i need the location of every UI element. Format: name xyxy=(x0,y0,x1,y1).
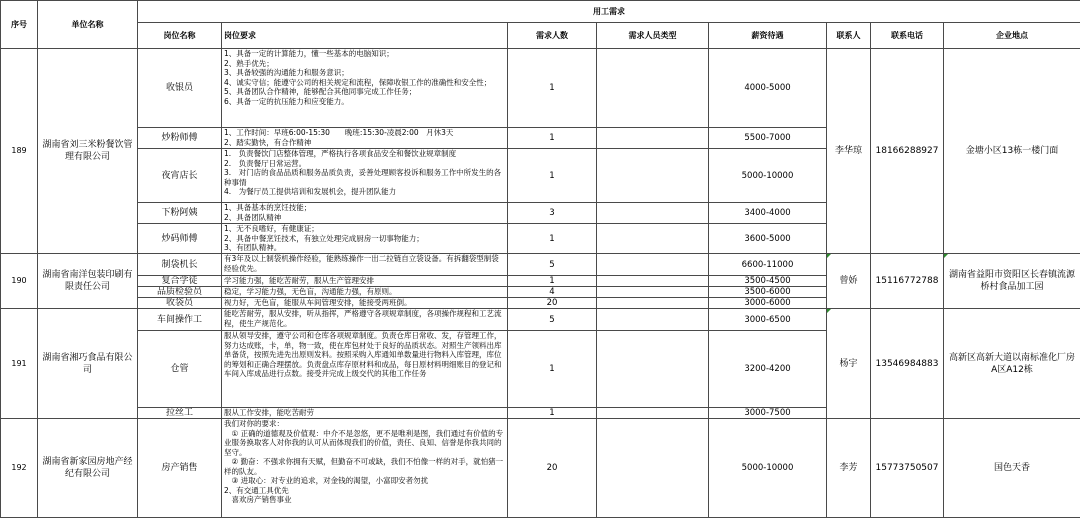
requirement-cell: 1. 负责餐饮门店整体管理，严格执行各项食品安全和餐饮业规章制度 2. 负责餐厅日常运营。 3. 对门店的食品品质和服务品质负责，妥善处理顾客投诉和服务工作中所发生的各种事情 4. 为餐厅员工提供培训和发展机会，提升团队能力 xyxy=(222,149,508,203)
count-cell: 1 xyxy=(508,149,597,203)
position-cell: 房产销售 xyxy=(138,419,222,518)
contact-cell: 曾娇 xyxy=(827,254,871,309)
header-address: 企业地点 xyxy=(944,23,1080,49)
salary-cell: 5000-10000 xyxy=(709,419,827,518)
type-cell xyxy=(597,203,709,224)
position-cell: 仓管 xyxy=(138,331,222,408)
type-cell xyxy=(597,331,709,408)
requirement-cell: 服从领导安排，遵守公司和仓库各项规章制度。负责仓库日常收、发，存管理工作，努力达成账，卡，单，物一致，使在库包材处于良好的品质状态。对照生产领料出库单备货，按照先进先出原则发料。按照采购入库通知单数量进行物料入库管理，库位的筹划和正确合理摆放。负责盘点库存原材料和成品，每日原材料明细账目的登记和车间入库成品进行点数。接受并完成上级交代的其他工作任务 xyxy=(222,331,508,408)
count-cell: 1 xyxy=(508,331,597,408)
seq-cell: 189 xyxy=(1,49,38,254)
salary-cell: 3600-5000 xyxy=(709,224,827,254)
phone-cell: 15116772788 xyxy=(871,254,944,309)
requirement-cell: 有3年及以上制袋机操作经验，能熟练操作一出二拉链自立袋设备。有拆翻袋型制袋经验优先。 xyxy=(222,254,508,276)
position-cell: 复合学徒 xyxy=(138,276,222,287)
type-cell xyxy=(597,128,709,149)
salary-cell: 3000-6000 xyxy=(709,298,827,309)
position-cell: 制袋机长 xyxy=(138,254,222,276)
requirement-cell: 学习能力强，能吃苦耐劳，服从生产管理安排 xyxy=(222,276,508,287)
count-cell: 4 xyxy=(508,287,597,298)
position-cell: 拉丝工 xyxy=(138,408,222,419)
address-cell: 国色天香 xyxy=(944,419,1080,518)
type-cell xyxy=(597,276,709,287)
count-cell: 1 xyxy=(508,276,597,287)
company-name: 湖南省新家园房地产经纪有限公司 xyxy=(38,419,138,518)
requirement-cell: 1、无不良嗜好，有健康证； 2、具备中餐烹饪技术，有独立处理完成厨房一切事物能力； 3、有团队精神。 xyxy=(222,224,508,254)
header-salary: 薪资待遇 xyxy=(709,23,827,49)
count-cell: 20 xyxy=(508,419,597,518)
company-name: 湖南省南洋包装印刷有限责任公司 xyxy=(38,254,138,309)
contact-cell: 李华琼 xyxy=(827,49,871,254)
table-row xyxy=(1,419,1080,518)
salary-cell: 3200-4200 xyxy=(709,331,827,408)
type-cell xyxy=(597,419,709,518)
salary-cell: 5500-7000 xyxy=(709,128,827,149)
requirement-cell: 视力好，无色盲，能服从车间管理安排，能接受两班倒。 xyxy=(222,298,508,309)
requirement-cell: 能吃苦耐劳，服从安排，听从指挥，严格遵守各项规章制度，各项操作规程和工艺流程，使生产规范化。 xyxy=(222,309,508,331)
seq-cell: 191 xyxy=(1,309,38,419)
requirement-cell: 1、具备一定的计算能力，懂一些基本的电脑知识； 2、熟手优先； 3、具备较强的沟通能力和服务意识； 4、诚实守信；能遵守公司的相关规定和流程，保障收银工作的准确性和安全性； 5、具备团队合作精神，能够配合其他同事完成工作任务； 6、具备一定的抗压能力和应变能力。 xyxy=(222,49,508,128)
type-cell xyxy=(597,309,709,331)
count-cell: 3 xyxy=(508,203,597,224)
position-cell: 收银员 xyxy=(138,49,222,128)
count-cell: 20 xyxy=(508,298,597,309)
requirement-cell: 1、具备基本的烹饪技能； 2、具备团队精神 xyxy=(222,203,508,224)
seq-cell: 190 xyxy=(1,254,38,309)
type-cell xyxy=(597,298,709,309)
header-position: 岗位名称 xyxy=(138,23,222,49)
salary-cell: 3400-4000 xyxy=(709,203,827,224)
table-row xyxy=(1,254,1080,276)
header-contact: 联系人 xyxy=(827,23,871,49)
requirement-cell: 我们对你的要求： ① 正确的道德观及价值观：中介不是忽悠，更不是唯利是图，我们通过有价值的专业服务换取客人对你我的认可从而体现我们的价值，责任、良知、信誉是你我共同的坚守。 ② 勤奋：不强求你拥有天赋，但勤奋不可或缺，我们不怕像一样的对手，就怕猪一样的队友。 ③ 进取心：对专业的追求，对金钱的渴望，小富即安者勿扰 2、有交通工具优先 喜欢房产销售事业 xyxy=(222,419,508,518)
count-cell: 1 xyxy=(508,49,597,128)
salary-cell: 6600-11000 xyxy=(709,254,827,276)
table-row xyxy=(1,309,1080,331)
count-cell: 5 xyxy=(508,309,597,331)
position-cell: 炒码师傅 xyxy=(138,224,222,254)
position-cell: 炒粉师傅 xyxy=(138,128,222,149)
table-row xyxy=(1,49,1080,128)
phone-cell: 15773750507 xyxy=(871,419,944,518)
count-cell: 1 xyxy=(508,128,597,149)
address-cell: 高新区高新大道以南标准化厂房A区A12栋 xyxy=(944,309,1080,419)
header-requirement: 岗位要求 xyxy=(222,23,508,49)
company-name: 湖南省刘三米粉餐饮管理有限公司 xyxy=(38,49,138,254)
salary-cell: 4000-5000 xyxy=(709,49,827,128)
address-cell: 湖南省益阳市资阳区长春镇流源桥村食品加工园 xyxy=(944,254,1080,309)
requirement-cell: 稳定，学习能力强，无色盲，沟通能力强，有原则。 xyxy=(222,287,508,298)
position-cell: 品质检验员 xyxy=(138,287,222,298)
count-cell: 1 xyxy=(508,224,597,254)
header-seq: 序号 xyxy=(1,1,38,49)
salary-cell: 3000-6500 xyxy=(709,309,827,331)
count-cell: 1 xyxy=(508,408,597,419)
salary-cell: 3500-6000 xyxy=(709,287,827,298)
header-company: 单位名称 xyxy=(38,1,138,49)
seq-cell: 192 xyxy=(1,419,38,518)
position-cell: 夜宵店长 xyxy=(138,149,222,203)
salary-cell: 3500-4500 xyxy=(709,276,827,287)
position-cell: 下粉阿姨 xyxy=(138,203,222,224)
header-phone: 联系电话 xyxy=(871,23,944,49)
contact-cell: 杨宇 xyxy=(827,309,871,419)
requirement-cell: 1、工作时间：早班6:00-15:30 晚班:15:30-凌晨2:00 月休3天 2、踏实勤快，有合作精神 xyxy=(222,128,508,149)
header-type: 需求人员类型 xyxy=(597,23,709,49)
type-cell xyxy=(597,287,709,298)
salary-cell: 5000-10000 xyxy=(709,149,827,203)
position-cell: 车间操作工 xyxy=(138,309,222,331)
address-cell: 金塘小区13栋一楼门面 xyxy=(944,49,1080,254)
type-cell xyxy=(597,224,709,254)
type-cell xyxy=(597,408,709,419)
contact-cell: 李芳 xyxy=(827,419,871,518)
phone-cell: 13546984883 xyxy=(871,309,944,419)
salary-cell: 3000-7500 xyxy=(709,408,827,419)
company-name: 湖南省湘巧食品有限公司 xyxy=(38,309,138,419)
header-group: 用工需求 xyxy=(138,1,1080,23)
type-cell xyxy=(597,49,709,128)
type-cell xyxy=(597,149,709,203)
position-cell: 收袋员 xyxy=(138,298,222,309)
phone-cell: 18166288927 xyxy=(871,49,944,254)
type-cell xyxy=(597,254,709,276)
header-count: 需求人数 xyxy=(508,23,597,49)
requirement-cell: 服从工作安排，能吃苦耐劳 xyxy=(222,408,508,419)
count-cell: 5 xyxy=(508,254,597,276)
